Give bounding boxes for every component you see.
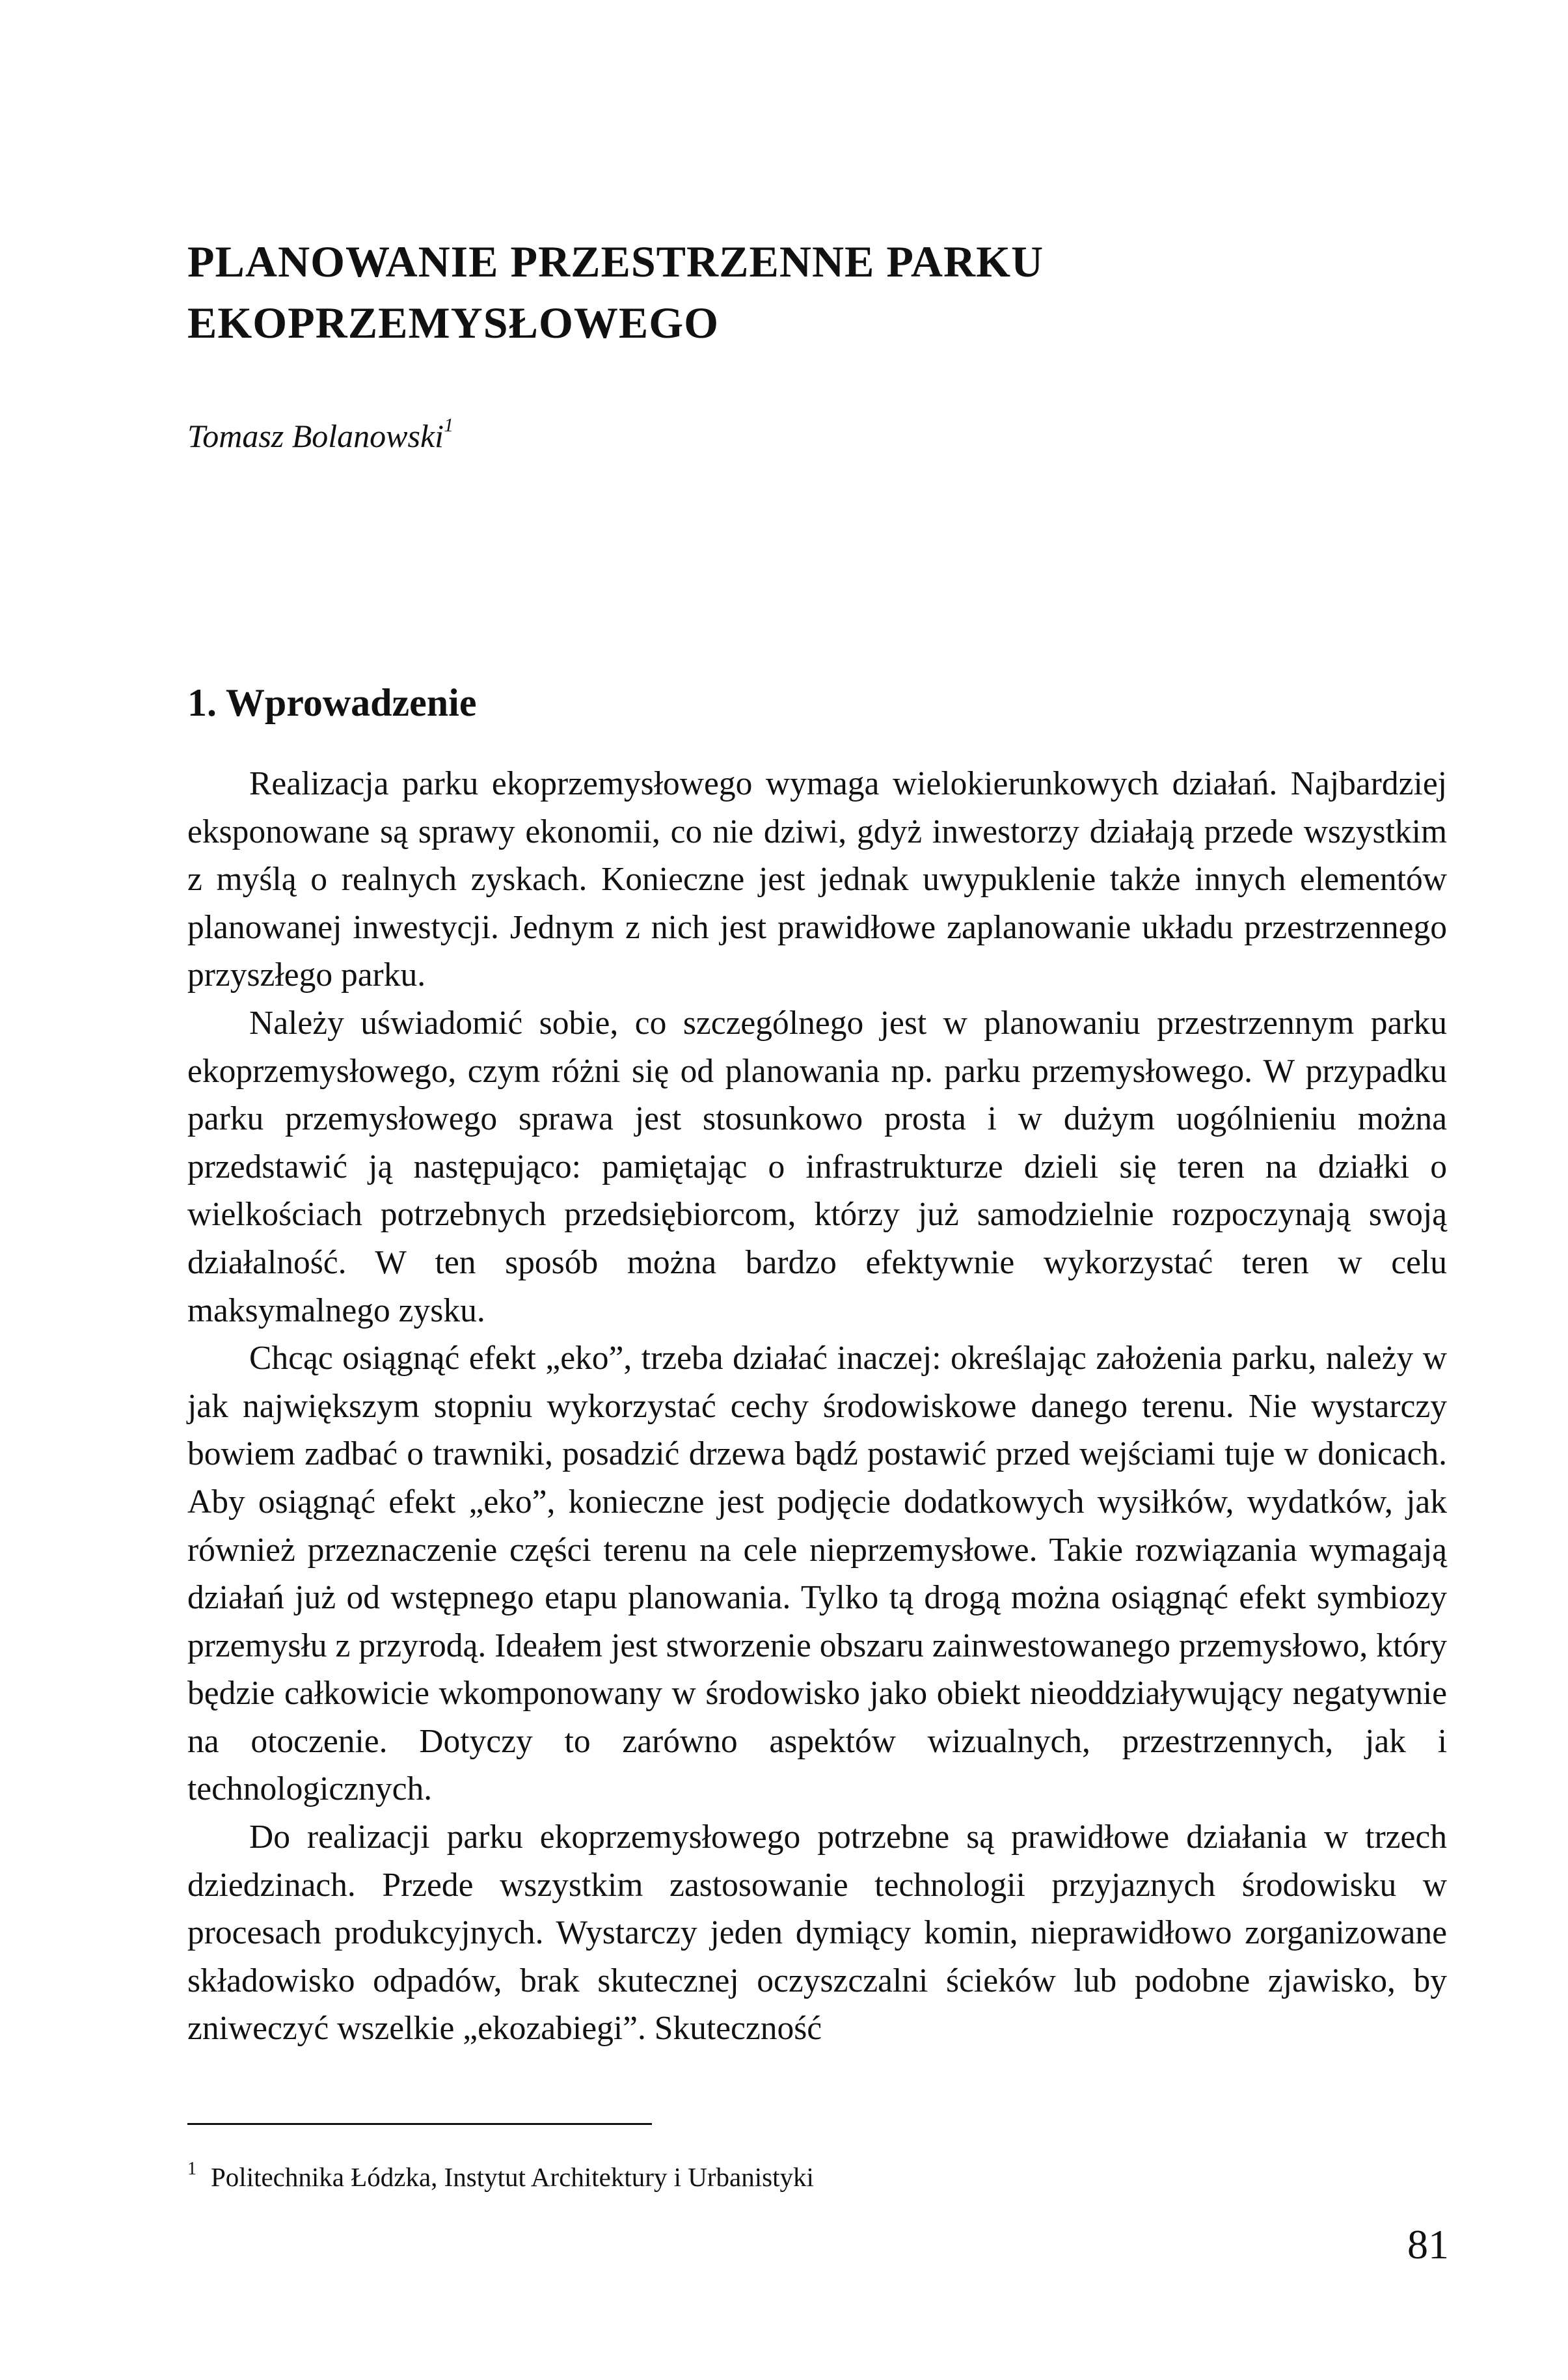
author-line xyxy=(187,416,453,455)
page-number: 81 xyxy=(1407,2221,1449,2267)
paragraph-2: Należy uświadomić sobie, co szczególnego jest w planowaniu przestrzennym parku ekoprzemysłowego, czym różni się od planowania np. parku przemysłowego. W przypadku parku przemysłowego sprawa jest stosunkowo prosta i w dużym uogólnieniu można przedstawić ją następująco: pamiętając o infrastrukturze dzieli się teren na działki o wielkościach potrzebnych przedsiębiorcom, którzy już samodzielnie rozpoczynają swoją działalność. W ten sposób można bardzo efektywnie wykorzystać teren w celu maksymalnego zysku. xyxy=(187,1004,1447,1329)
paragraph-4: Do realizacji parku ekoprzemysłowego potrzebne są prawidłowe działania w trzech dziedzinach. Przede wszystkim zastosowanie technologii przyjaznych środowisku w procesach produkcyjnych. Wystarczy jeden dymiący komin, nieprawidłowo zorganizowane składowisko odpadów, brak skutecznej oczyszczalni ścieków lub podobne zjawisko, by zniweczyć wszelkie „ekozabiegi”. Skuteczność xyxy=(187,1819,1447,2048)
title-line-2: EKOPRZEMYSŁOWEGO xyxy=(187,298,719,347)
footnote-divider xyxy=(187,2123,652,2125)
author-footnote-ref: 1 xyxy=(444,414,454,436)
title-line-1: PLANOWANIE PRZESTRZENNE PARKU xyxy=(187,237,1044,286)
section-heading: 1. Wprowadzenie xyxy=(187,681,477,724)
body-text xyxy=(187,760,1447,2053)
footnote xyxy=(187,2159,814,2195)
footnote-text: Politechnika Łódzka, Instytut Architektury i Urbanistyki xyxy=(211,2162,814,2192)
author-name: Tomasz Bolanowski xyxy=(187,418,444,454)
paragraph-3: Chcąc osiągnąć efekt „eko”, trzeba działać inaczej: określając założenia parku, należy w jak największym stopniu wykorzystać cechy środowiskowe danego terenu. Nie wystarczy bowiem zadbać o trawniki, posadzić drzewa bądź postawić przed wejściami tuje w donicach. Aby osiągnąć efekt „eko”, konieczne jest podjęcie dodatkowych wysiłków, wydatków, jak również przeznaczenie części terenu na cele nieprzemysłowe. Takie rozwiązania wymagają działań już od wstępnego etapu planowania. Tylko tą drogą można osiągnąć efekt symbiozy przemysłu z przyrodą. Ideałem jest stworzenie obszaru zainwestowanego przemysłowo, który będzie całkowicie wkomponowany w środowisko jako obiekt nieoddziaływujący negatywnie na otoczenie. Dotyczy to zarówno aspektów wizualnych, przestrzennych, jak i technologicznych. xyxy=(187,1340,1447,1808)
paragraph-1: Realizacja parku ekoprzemysłowego wymaga wielokierunkowych działań. Najbardziej eksponowane są sprawy ekonomii, co nie dziwi, gdyż inwestorzy działają przede wszystkim z myślą o realnych zyskach. Konieczne jest jednak uwypuklenie także innych elementów planowanej inwestycji. Jednym z nich jest prawidłowe zaplanowanie układu przestrzennego przyszłego parku. xyxy=(187,765,1447,994)
footnote-mark: 1 xyxy=(187,2159,196,2179)
document-title xyxy=(187,231,1424,353)
